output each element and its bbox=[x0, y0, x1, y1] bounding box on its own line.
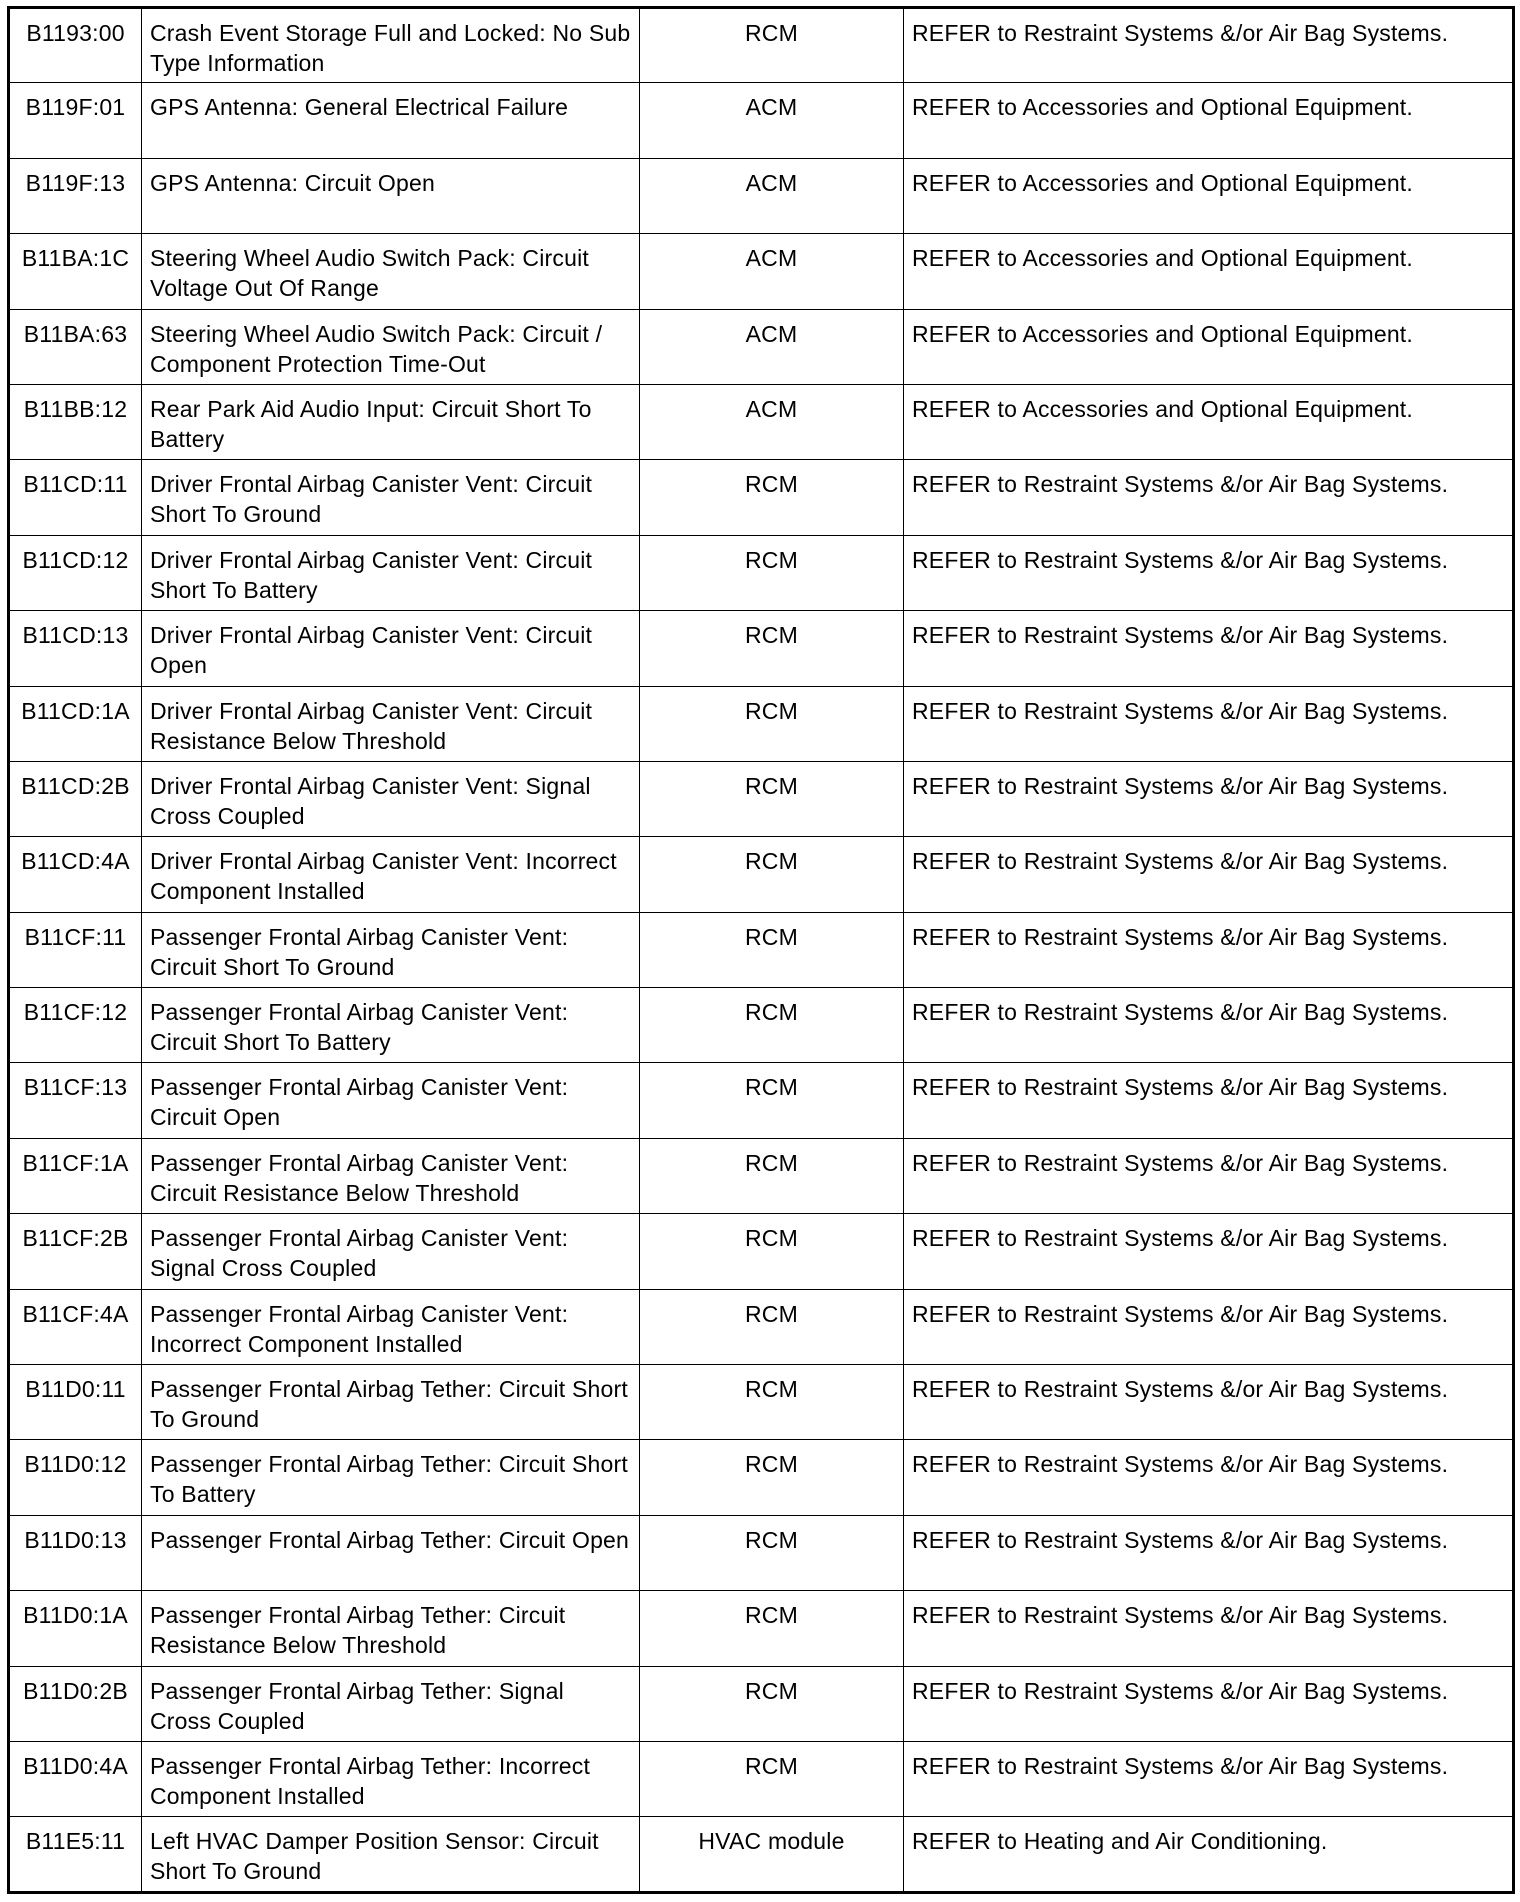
dtc-code: B11BB:12 bbox=[9, 384, 142, 459]
dtc-description: Driver Frontal Airbag Canister Vent: Incorrect Component Installed bbox=[142, 837, 640, 912]
dtc-module: RCM bbox=[640, 761, 904, 836]
dtc-code: B119F:01 bbox=[9, 83, 142, 158]
table-row bbox=[9, 1440, 1514, 1515]
dtc-description: Steering Wheel Audio Switch Pack: Circuit Voltage Out Of Range bbox=[142, 234, 640, 309]
table-row bbox=[9, 1138, 1514, 1213]
table-row bbox=[9, 535, 1514, 610]
dtc-code: B11D0:13 bbox=[9, 1515, 142, 1590]
table-row bbox=[9, 384, 1514, 459]
dtc-module: RCM bbox=[640, 837, 904, 912]
dtc-code: B119F:13 bbox=[9, 158, 142, 233]
dtc-action: REFER to Restraint Systems &/or Air Bag Systems. bbox=[904, 1440, 1514, 1515]
dtc-code: B11CD:11 bbox=[9, 460, 142, 535]
dtc-module: RCM bbox=[640, 1440, 904, 1515]
dtc-module: RCM bbox=[640, 460, 904, 535]
dtc-module: ACM bbox=[640, 83, 904, 158]
dtc-action: REFER to Accessories and Optional Equipment. bbox=[904, 384, 1514, 459]
dtc-description: Crash Event Storage Full and Locked: No Sub Type Information bbox=[142, 8, 640, 83]
dtc-code: B1193:00 bbox=[9, 8, 142, 83]
dtc-module: RCM bbox=[640, 912, 904, 987]
dtc-action: REFER to Restraint Systems &/or Air Bag Systems. bbox=[904, 1365, 1514, 1440]
dtc-description: Passenger Frontal Airbag Tether: Circuit Resistance Below Threshold bbox=[142, 1591, 640, 1666]
table-row bbox=[9, 83, 1514, 158]
dtc-action: REFER to Restraint Systems &/or Air Bag Systems. bbox=[904, 912, 1514, 987]
table-row bbox=[9, 234, 1514, 309]
dtc-action: REFER to Restraint Systems &/or Air Bag Systems. bbox=[904, 1138, 1514, 1213]
dtc-description: Rear Park Aid Audio Input: Circuit Short To Battery bbox=[142, 384, 640, 459]
table-row bbox=[9, 837, 1514, 912]
dtc-action: REFER to Accessories and Optional Equipment. bbox=[904, 83, 1514, 158]
dtc-module: RCM bbox=[640, 1063, 904, 1138]
dtc-action: REFER to Accessories and Optional Equipment. bbox=[904, 309, 1514, 384]
dtc-description: Passenger Frontal Airbag Canister Vent: Signal Cross Coupled bbox=[142, 1214, 640, 1289]
dtc-code: B11CD:2B bbox=[9, 761, 142, 836]
dtc-code: B11CF:12 bbox=[9, 988, 142, 1063]
dtc-code: B11CD:1A bbox=[9, 686, 142, 761]
dtc-description: Driver Frontal Airbag Canister Vent: Circuit Resistance Below Threshold bbox=[142, 686, 640, 761]
dtc-action: REFER to Restraint Systems &/or Air Bag Systems. bbox=[904, 988, 1514, 1063]
dtc-action: REFER to Accessories and Optional Equipment. bbox=[904, 234, 1514, 309]
dtc-description: Passenger Frontal Airbag Canister Vent: Circuit Resistance Below Threshold bbox=[142, 1138, 640, 1213]
dtc-action: REFER to Accessories and Optional Equipment. bbox=[904, 158, 1514, 233]
dtc-code: B11CF:2B bbox=[9, 1214, 142, 1289]
dtc-code: B11CD:4A bbox=[9, 837, 142, 912]
dtc-module: RCM bbox=[640, 1365, 904, 1440]
dtc-module: RCM bbox=[640, 1138, 904, 1213]
table-row bbox=[9, 761, 1514, 836]
table-row bbox=[9, 1289, 1514, 1364]
dtc-module: ACM bbox=[640, 384, 904, 459]
dtc-action: REFER to Restraint Systems &/or Air Bag Systems. bbox=[904, 535, 1514, 610]
dtc-module: RCM bbox=[640, 1289, 904, 1364]
dtc-description: GPS Antenna: Circuit Open bbox=[142, 158, 640, 233]
table-row bbox=[9, 158, 1514, 233]
dtc-action: REFER to Restraint Systems &/or Air Bag Systems. bbox=[904, 1666, 1514, 1741]
dtc-code: B11D0:1A bbox=[9, 1591, 142, 1666]
dtc-module: RCM bbox=[640, 8, 904, 83]
table-row bbox=[9, 1063, 1514, 1138]
dtc-action: REFER to Restraint Systems &/or Air Bag Systems. bbox=[904, 1741, 1514, 1816]
dtc-module: ACM bbox=[640, 234, 904, 309]
table-row bbox=[9, 988, 1514, 1063]
dtc-module: RCM bbox=[640, 611, 904, 686]
dtc-action: REFER to Restraint Systems &/or Air Bag Systems. bbox=[904, 1591, 1514, 1666]
dtc-description: Left HVAC Damper Position Sensor: Circuit Short To Ground bbox=[142, 1817, 640, 1892]
table-row bbox=[9, 686, 1514, 761]
dtc-description: Passenger Frontal Airbag Canister Vent: Incorrect Component Installed bbox=[142, 1289, 640, 1364]
table-row bbox=[9, 912, 1514, 987]
table-row bbox=[9, 1214, 1514, 1289]
dtc-module: RCM bbox=[640, 535, 904, 610]
dtc-module: RCM bbox=[640, 1741, 904, 1816]
dtc-module: HVAC module bbox=[640, 1817, 904, 1892]
dtc-description: Passenger Frontal Airbag Tether: Circuit Short To Battery bbox=[142, 1440, 640, 1515]
dtc-description: Steering Wheel Audio Switch Pack: Circuit / Component Protection Time-Out bbox=[142, 309, 640, 384]
dtc-code: B11D0:2B bbox=[9, 1666, 142, 1741]
dtc-action: REFER to Restraint Systems &/or Air Bag Systems. bbox=[904, 1214, 1514, 1289]
dtc-action: REFER to Restraint Systems &/or Air Bag Systems. bbox=[904, 1515, 1514, 1590]
dtc-action: REFER to Restraint Systems &/or Air Bag Systems. bbox=[904, 837, 1514, 912]
dtc-module: RCM bbox=[640, 1214, 904, 1289]
table-row bbox=[9, 460, 1514, 535]
dtc-code: B11CF:11 bbox=[9, 912, 142, 987]
table-row bbox=[9, 1741, 1514, 1816]
dtc-description: Passenger Frontal Airbag Tether: Signal Cross Coupled bbox=[142, 1666, 640, 1741]
dtc-code: B11BA:63 bbox=[9, 309, 142, 384]
dtc-description: Driver Frontal Airbag Canister Vent: Signal Cross Coupled bbox=[142, 761, 640, 836]
table-row bbox=[9, 1591, 1514, 1666]
table-row bbox=[9, 1817, 1514, 1892]
dtc-module: RCM bbox=[640, 1515, 904, 1590]
dtc-code: B11CF:13 bbox=[9, 1063, 142, 1138]
dtc-description: Passenger Frontal Airbag Tether: Circuit Open bbox=[142, 1515, 640, 1590]
table-row bbox=[9, 1515, 1514, 1590]
dtc-description: Driver Frontal Airbag Canister Vent: Circuit Short To Ground bbox=[142, 460, 640, 535]
dtc-code: B11D0:12 bbox=[9, 1440, 142, 1515]
dtc-module: RCM bbox=[640, 1666, 904, 1741]
dtc-module: RCM bbox=[640, 686, 904, 761]
dtc-description: Passenger Frontal Airbag Canister Vent: Circuit Short To Ground bbox=[142, 912, 640, 987]
dtc-code: B11CD:13 bbox=[9, 611, 142, 686]
dtc-module: RCM bbox=[640, 988, 904, 1063]
dtc-code: B11CD:12 bbox=[9, 535, 142, 610]
dtc-code: B11E5:11 bbox=[9, 1817, 142, 1892]
dtc-code: B11CF:1A bbox=[9, 1138, 142, 1213]
table-row bbox=[9, 611, 1514, 686]
dtc-description: Driver Frontal Airbag Canister Vent: Circuit Short To Battery bbox=[142, 535, 640, 610]
dtc-description: Passenger Frontal Airbag Canister Vent: Circuit Open bbox=[142, 1063, 640, 1138]
dtc-action: REFER to Restraint Systems &/or Air Bag Systems. bbox=[904, 1063, 1514, 1138]
table-row bbox=[9, 1666, 1514, 1741]
dtc-description: Passenger Frontal Airbag Canister Vent: Circuit Short To Battery bbox=[142, 988, 640, 1063]
dtc-code: B11D0:4A bbox=[9, 1741, 142, 1816]
dtc-description: GPS Antenna: General Electrical Failure bbox=[142, 83, 640, 158]
dtc-code: B11CF:4A bbox=[9, 1289, 142, 1364]
dtc-action: REFER to Restraint Systems &/or Air Bag Systems. bbox=[904, 1289, 1514, 1364]
dtc-table bbox=[7, 6, 1515, 1894]
dtc-code: B11BA:1C bbox=[9, 234, 142, 309]
dtc-action: REFER to Restraint Systems &/or Air Bag Systems. bbox=[904, 611, 1514, 686]
table-row bbox=[9, 8, 1514, 83]
dtc-action: REFER to Restraint Systems &/or Air Bag Systems. bbox=[904, 761, 1514, 836]
dtc-module: RCM bbox=[640, 1591, 904, 1666]
dtc-module: ACM bbox=[640, 158, 904, 233]
dtc-code: B11D0:11 bbox=[9, 1365, 142, 1440]
dtc-action: REFER to Restraint Systems &/or Air Bag Systems. bbox=[904, 8, 1514, 83]
dtc-description: Driver Frontal Airbag Canister Vent: Circuit Open bbox=[142, 611, 640, 686]
dtc-description: Passenger Frontal Airbag Tether: Incorrect Component Installed bbox=[142, 1741, 640, 1816]
table-row bbox=[9, 1365, 1514, 1440]
dtc-action: REFER to Restraint Systems &/or Air Bag Systems. bbox=[904, 686, 1514, 761]
table-row bbox=[9, 309, 1514, 384]
dtc-action: REFER to Heating and Air Conditioning. bbox=[904, 1817, 1514, 1892]
dtc-description: Passenger Frontal Airbag Tether: Circuit Short To Ground bbox=[142, 1365, 640, 1440]
dtc-action: REFER to Restraint Systems &/or Air Bag Systems. bbox=[904, 460, 1514, 535]
dtc-module: ACM bbox=[640, 309, 904, 384]
